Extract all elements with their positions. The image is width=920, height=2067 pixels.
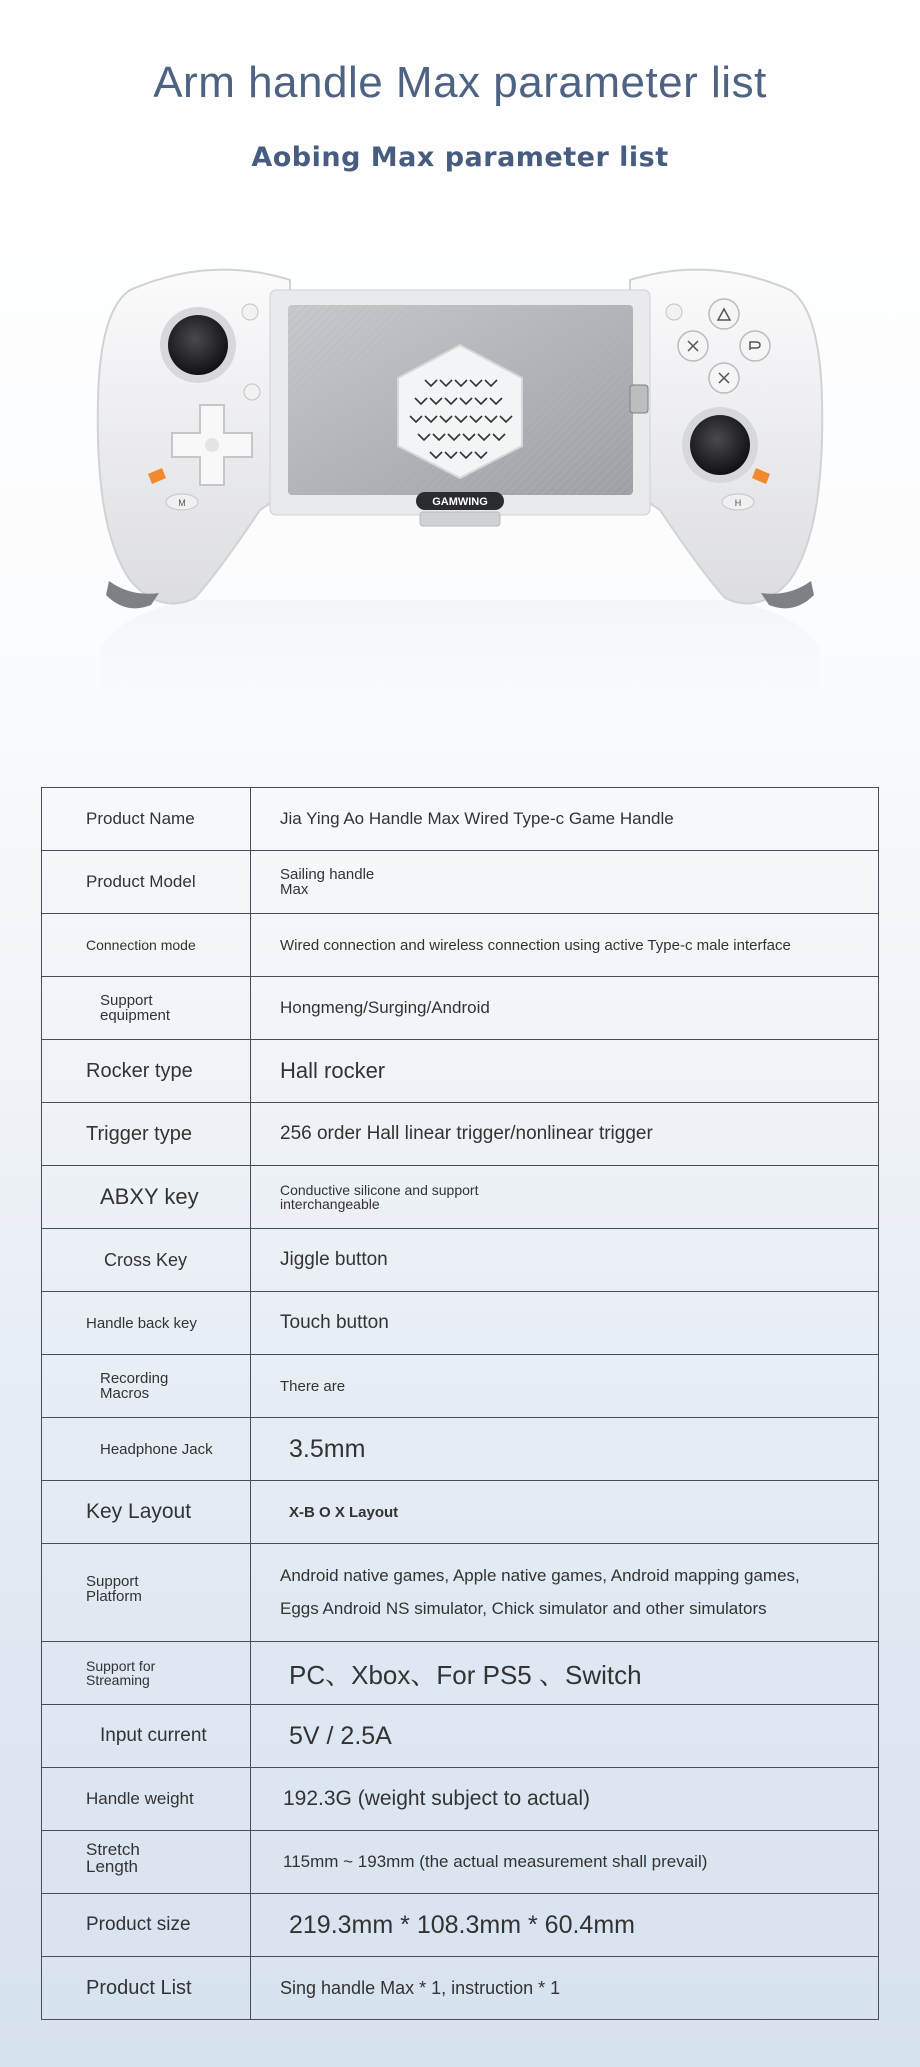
m-button-label: M <box>178 498 186 508</box>
table-row <box>42 1642 879 1705</box>
parameter-table <box>41 787 879 2020</box>
spec-label: Rocker type <box>42 1040 251 1103</box>
table-row <box>42 788 879 851</box>
spec-value: Hongmeng/Surging/Android <box>251 977 879 1040</box>
brand-label: GAMWING <box>432 496 488 508</box>
spec-label: Recording Macros <box>100 1369 169 1402</box>
spec-label: Trigger type <box>42 1103 251 1166</box>
spec-value: 3.5mm <box>251 1418 879 1481</box>
table-row <box>42 851 879 914</box>
spec-label: Key Layout <box>42 1481 251 1544</box>
table-row <box>42 1355 879 1418</box>
table-row <box>42 1705 879 1768</box>
spec-label: Product size <box>42 1894 251 1957</box>
spec-value: Jiggle button <box>251 1229 879 1292</box>
spec-label: Support equipment <box>100 991 171 1024</box>
spec-value: 192.3G (weight subject to actual) <box>251 1768 879 1831</box>
spec-value: 256 order Hall linear trigger/nonlinear trigger <box>251 1103 879 1166</box>
table-row <box>42 1103 879 1166</box>
table-row <box>42 1292 879 1355</box>
table-row <box>42 1481 879 1544</box>
spec-label: Support Platform <box>86 1572 142 1605</box>
spec-label: Handle weight <box>42 1768 251 1831</box>
h-button-label: H <box>734 498 742 508</box>
spec-value: Android native games, Apple native games, Android mapping games, Eggs Android NS simulator, Chick simulator and other simulators <box>251 1544 879 1642</box>
spec-value: Sailing handle Max <box>280 865 375 898</box>
spec-value: 219.3mm * 108.3mm * 60.4mm <box>251 1894 879 1957</box>
spec-value: Wired connection and wireless connection using active Type-c male interface <box>251 914 879 977</box>
table-row <box>42 1229 879 1292</box>
spec-value: PC、Xbox、For PS5 、Switch <box>251 1642 879 1705</box>
spec-label: Support for Streaming <box>86 1657 156 1688</box>
page-title: Arm handle Max parameter list <box>153 58 767 107</box>
controller-image <box>90 250 830 790</box>
table-row <box>42 914 879 977</box>
spec-label: Product Name <box>42 788 251 851</box>
page-subtitle: Aobing Max parameter list <box>251 142 669 173</box>
spec-value: Hall rocker <box>251 1040 879 1103</box>
spec-label: Headphone Jack <box>100 1440 213 1458</box>
table-row <box>42 1957 879 2020</box>
spec-value: Jia Ying Ao Handle Max Wired Type-c Game Handle <box>251 788 879 851</box>
spec-label: Connection mode <box>42 914 251 977</box>
spec-label: Cross Key <box>42 1229 251 1292</box>
table-row <box>42 1894 879 1957</box>
spec-value: Sing handle Max * 1, instruction * 1 <box>251 1957 879 2020</box>
table-row <box>42 1418 879 1481</box>
table-row <box>42 977 879 1040</box>
spec-value: 115mm ~ 193mm (the actual measurement shall prevail) <box>251 1831 879 1894</box>
table-row <box>42 1768 879 1831</box>
spec-label: Input current <box>42 1705 251 1768</box>
spec-label: ABXY key <box>42 1166 251 1229</box>
spec-label: Stretch Length <box>86 1839 140 1876</box>
table-row <box>42 1831 879 1894</box>
table-row <box>42 1166 879 1229</box>
spec-value: Conductive silicone and support interchangeable <box>280 1181 479 1212</box>
spec-label: Product Model <box>42 851 251 914</box>
spec-value: There are <box>251 1355 879 1418</box>
spec-value: 5V / 2.5A <box>251 1705 879 1768</box>
spec-value: X-B O X Layout <box>251 1481 879 1544</box>
spec-value: Touch button <box>251 1292 879 1355</box>
spec-label: Product List <box>42 1957 251 2020</box>
table-row <box>42 1544 879 1642</box>
table-row <box>42 1040 879 1103</box>
game-controller-icon <box>90 250 830 790</box>
spec-label: Handle back key <box>42 1292 251 1355</box>
